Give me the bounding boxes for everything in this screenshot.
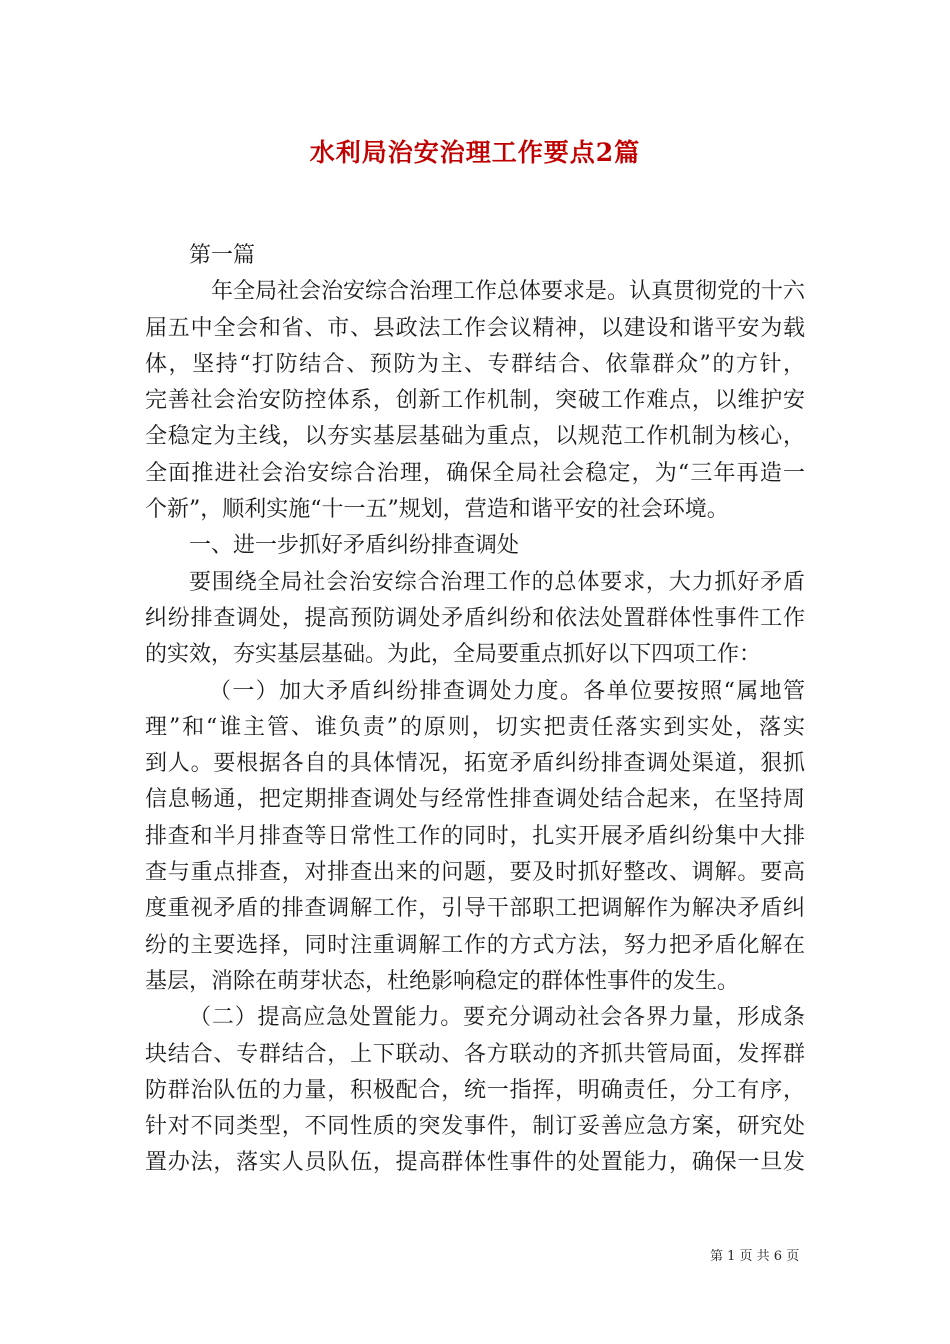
paragraph-line: 届五中全会和省、市、县政法工作会议精神，以建设和谐平安为载 bbox=[145, 315, 805, 341]
document-title: 水利局治安治理工作要点2篇 bbox=[309, 138, 641, 167]
paragraph-line: （一）加大矛盾纠纷排查调处力度。各单位要按照“属地管 bbox=[209, 678, 805, 704]
paragraph-line: 全稳定为主线，以夯实基层基础为重点，以规范工作机制为核心， bbox=[145, 424, 805, 450]
paragraph-line: 完善社会治安防控体系，创新工作机制，突破工作难点，以维护安 bbox=[145, 388, 805, 414]
document-body bbox=[145, 238, 805, 1182]
paragraph-line: 排查和半月排查等日常性工作的同时，扎实开展矛盾纠纷集中大排 bbox=[145, 823, 805, 849]
paragraph-line: 纷的主要选择，同时注重调解工作的方式方法，努力把矛盾化解在 bbox=[145, 932, 805, 958]
paragraph-line: 信息畅通，把定期排查调处与经常性排查调处结合起来，在坚持周 bbox=[145, 787, 805, 813]
paragraph-line: 要围绕全局社会治安综合治理工作的总体要求，大力抓好矛盾 bbox=[189, 569, 805, 595]
paragraph-line: 的实效，夯实基层基础。为此，全局要重点抓好以下四项工作： bbox=[145, 642, 762, 668]
paragraph-line: 度重视矛盾的排查调解工作，引导干部职工把调解作为解决矛盾纠 bbox=[145, 896, 805, 922]
subsection-heading: 一、进一步抓好矛盾纠纷排查调处 bbox=[189, 533, 520, 559]
paragraph-line: 针对不同类型，不同性质的突发事件，制订妥善应急方案，研究处 bbox=[145, 1114, 805, 1140]
paragraph-line: （二）提高应急处置能力。要充分调动社会各界力量，形成条 bbox=[189, 1005, 805, 1031]
paragraph-line: 年全局社会治安综合治理工作总体要求是。认真贯彻党的十六 bbox=[211, 279, 806, 305]
paragraph-line: 基层，消除在萌芽状态，杜绝影响稳定的群体性事件的发生。 bbox=[145, 968, 740, 994]
paragraph-line: 到人。要根据各自的具体情况，拓宽矛盾纠纷排查调处渠道，狠抓 bbox=[145, 751, 805, 777]
page-number: 第 1 页 共 6 页 bbox=[710, 1249, 800, 1264]
paragraph-line: 纠纷排查调处，提高预防调处矛盾纠纷和依法处置群体性事件工作 bbox=[145, 605, 805, 631]
paragraph-line: 体，坚持“打防结合、预防为主、专群结合、依靠群众”的方针， bbox=[145, 351, 805, 377]
paragraph-line: 置办法，落实人员队伍，提高群体性事件的处置能力，确保一旦发 bbox=[145, 1150, 805, 1176]
paragraph-line: 查与重点排查，对排查出来的问题，要及时抓好整改、调解。要高 bbox=[145, 860, 805, 886]
paragraph-line: 全面推进社会治安综合治理，确保全局社会稳定，为“三年再造一 bbox=[145, 460, 805, 486]
paragraph-line: 个新”，顺利实施“十一五”规划，营造和谐平安的社会环境。 bbox=[145, 497, 729, 523]
paragraph-line: 理”和“谁主管、谁负责”的原则，切实把责任落实到实处，落实 bbox=[145, 714, 805, 740]
paragraph-line: 块结合、专群结合，上下联动、各方联动的齐抓共管局面，发挥群 bbox=[145, 1041, 805, 1067]
section-heading: 第一篇 bbox=[189, 243, 256, 268]
paragraph-line: 防群治队伍的力量，积极配合，统一指挥，明确责任，分工有序， bbox=[145, 1077, 805, 1103]
